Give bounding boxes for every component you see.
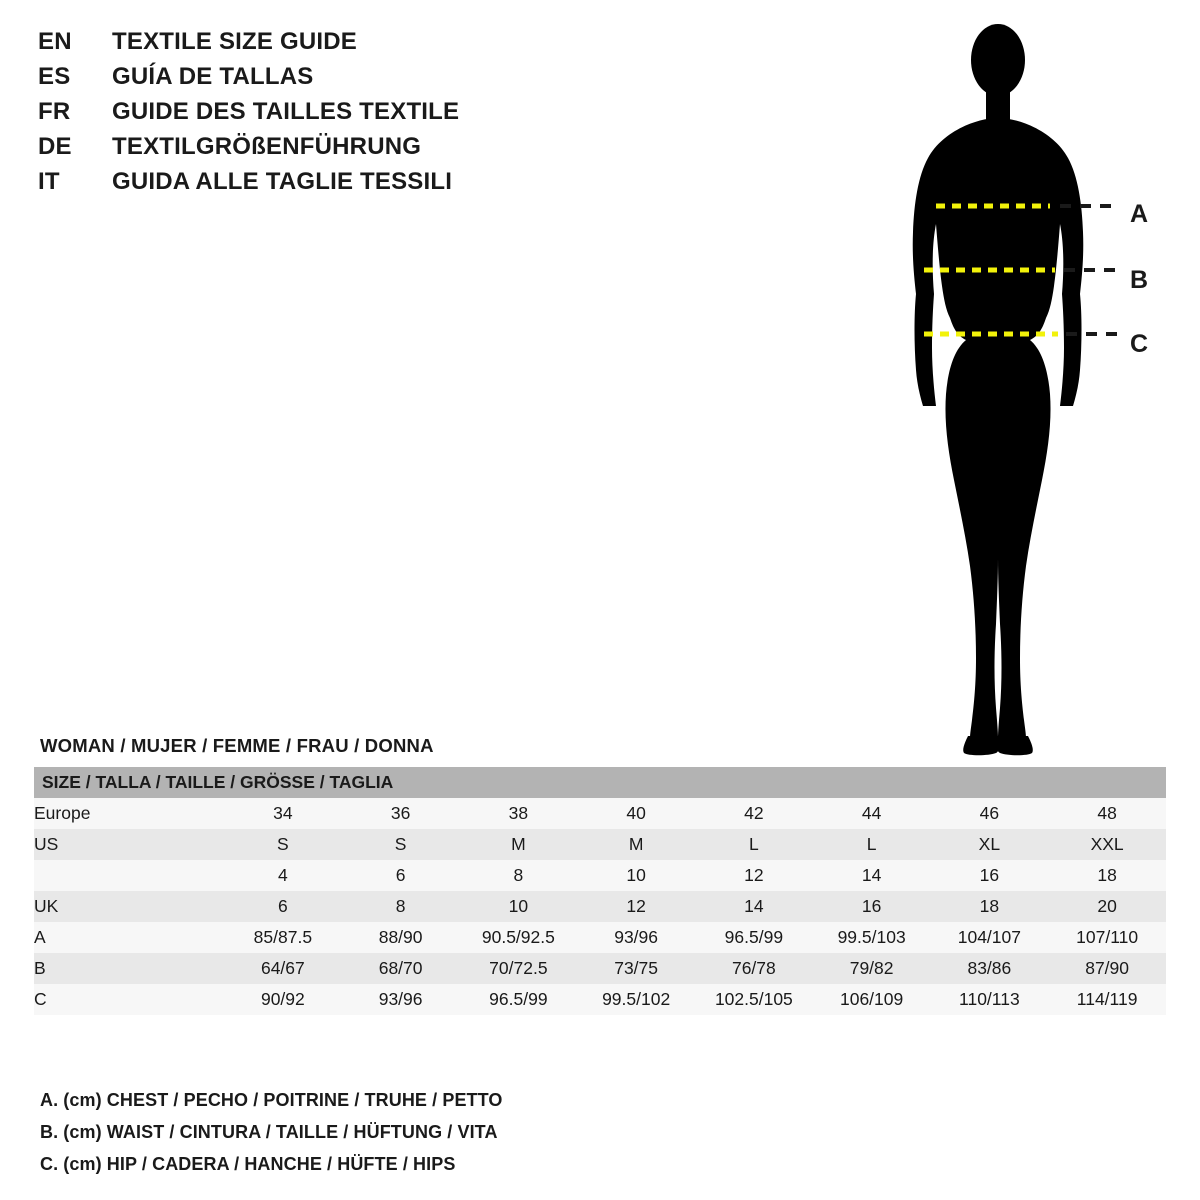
- size-table-section: [34, 735, 1166, 1015]
- table-row: [34, 829, 1166, 860]
- cell: 14: [813, 860, 931, 891]
- title-lang-it: IT: [38, 168, 60, 195]
- cell: 16: [931, 860, 1049, 891]
- cell: 96.5/99: [695, 922, 813, 953]
- cell: 90.5/92.5: [460, 922, 578, 953]
- title-text-de: TEXTILGRÖßENFÜHRUNG: [112, 133, 422, 160]
- cell: 14: [695, 891, 813, 922]
- cell: 102.5/105: [695, 984, 813, 1015]
- cell: 110/113: [931, 984, 1049, 1015]
- title-row-es: [38, 63, 558, 94]
- footnote-b: B. (cm) WAIST / CINTURA / TAILLE / HÜFTUNG / VITA: [40, 1122, 498, 1142]
- size-table: [34, 767, 1166, 1015]
- cell: 68/70: [342, 953, 460, 984]
- cell: M: [460, 829, 578, 860]
- cell: XL: [931, 829, 1049, 860]
- cell: 18: [1048, 860, 1166, 891]
- cell: 64/67: [224, 953, 342, 984]
- cell: 99.5/103: [813, 922, 931, 953]
- cell: 8: [342, 891, 460, 922]
- table-row: [34, 922, 1166, 953]
- title-lang-fr: FR: [38, 98, 71, 125]
- title-row-fr: [38, 98, 558, 129]
- cell: 8: [460, 860, 578, 891]
- measure-label-b: B: [1130, 266, 1149, 294]
- cell: XXL: [1048, 829, 1166, 860]
- table-header-row: [34, 767, 1166, 798]
- title-row-it: [38, 168, 558, 199]
- table-row: [34, 860, 1166, 891]
- cell: 93/96: [342, 984, 460, 1015]
- cell: 87/90: [1048, 953, 1166, 984]
- cell: S: [342, 829, 460, 860]
- title-block: [38, 28, 558, 203]
- title-text-en: TEXTILE SIZE GUIDE: [112, 28, 357, 55]
- table-row: [34, 953, 1166, 984]
- title-row-en: [38, 28, 558, 59]
- cell: 44: [813, 798, 931, 829]
- cell: L: [695, 829, 813, 860]
- footnote-c: C. (cm) HIP / CADERA / HANCHE / HÜFTE / HIPS: [40, 1154, 456, 1174]
- title-text-es: GUÍA DE TALLAS: [112, 63, 314, 90]
- table-row: [34, 798, 1166, 829]
- cell: L: [813, 829, 931, 860]
- cell: 12: [695, 860, 813, 891]
- cell: 99.5/102: [577, 984, 695, 1015]
- row-label: C: [34, 984, 224, 1015]
- cell: 6: [342, 860, 460, 891]
- measure-label-a: A: [1130, 200, 1149, 228]
- cell: 46: [931, 798, 1049, 829]
- cell: 34: [224, 798, 342, 829]
- cell: 10: [577, 860, 695, 891]
- title-text-fr: GUIDE DES TAILLES TEXTILE: [112, 98, 460, 125]
- footnote-a: A. (cm) CHEST / PECHO / POITRINE / TRUHE / PETTO: [40, 1090, 503, 1110]
- cell: 106/109: [813, 984, 931, 1015]
- cell: 76/78: [695, 953, 813, 984]
- table-row: [34, 891, 1166, 922]
- row-label: [34, 860, 224, 891]
- cell: 42: [695, 798, 813, 829]
- row-label: A: [34, 922, 224, 953]
- title-lang-en: EN: [38, 28, 72, 55]
- cell: 12: [577, 891, 695, 922]
- cell: 85/87.5: [224, 922, 342, 953]
- cell: 18: [931, 891, 1049, 922]
- title-lang-de: DE: [38, 133, 72, 160]
- cell: 90/92: [224, 984, 342, 1015]
- cell: 20: [1048, 891, 1166, 922]
- cell: S: [224, 829, 342, 860]
- cell: 96.5/99: [460, 984, 578, 1015]
- footnotes: [40, 1090, 740, 1186]
- title-text-it: GUIDA ALLE TAGLIE TESSILI: [112, 168, 453, 195]
- title-row-de: [38, 133, 558, 164]
- row-label: Europe: [34, 798, 224, 829]
- cell: 48: [1048, 798, 1166, 829]
- row-label: B: [34, 953, 224, 984]
- title-lang-es: ES: [38, 63, 71, 90]
- measure-label-group: [1118, 18, 1188, 378]
- cell: 40: [577, 798, 695, 829]
- cell: 114/119: [1048, 984, 1166, 1015]
- cell: 83/86: [931, 953, 1049, 984]
- row-label: UK: [34, 891, 224, 922]
- cell: 107/110: [1048, 922, 1166, 953]
- section-title: WOMAN / MUJER / FEMME / FRAU / DONNA: [40, 735, 434, 756]
- cell: 36: [342, 798, 460, 829]
- cell: 79/82: [813, 953, 931, 984]
- cell: 104/107: [931, 922, 1049, 953]
- cell: M: [577, 829, 695, 860]
- cell: 6: [224, 891, 342, 922]
- measure-label-c: C: [1130, 330, 1149, 358]
- cell: 16: [813, 891, 931, 922]
- row-label: US: [34, 829, 224, 860]
- table-header-cell: SIZE / TALLA / TAILLE / GRÖSSE / TAGLIA: [34, 767, 1166, 798]
- table-row: [34, 984, 1166, 1015]
- cell: 73/75: [577, 953, 695, 984]
- cell: 4: [224, 860, 342, 891]
- cell: 70/72.5: [460, 953, 578, 984]
- cell: 88/90: [342, 922, 460, 953]
- cell: 93/96: [577, 922, 695, 953]
- cell: 10: [460, 891, 578, 922]
- cell: 38: [460, 798, 578, 829]
